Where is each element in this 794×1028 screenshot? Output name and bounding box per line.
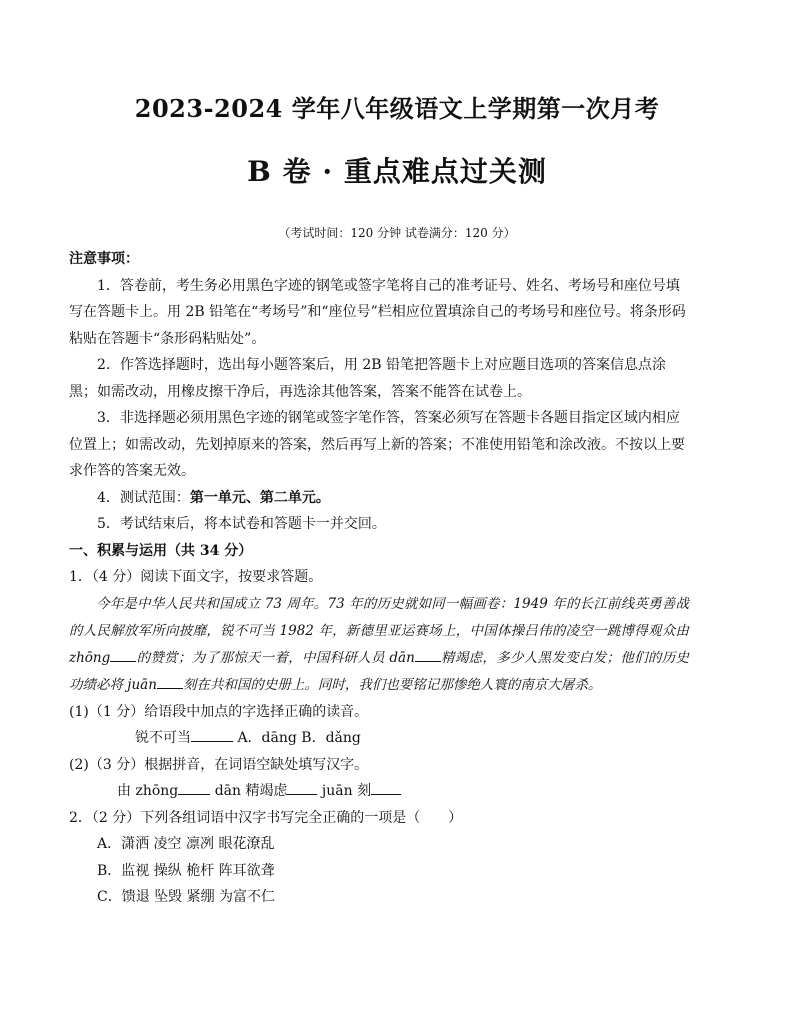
q2-option-b: B．监视 操纵 桅杆 阵耳欲聋 — [97, 862, 275, 879]
exam-meta: （考试时间：120 分钟 试卷满分：120 分） — [278, 226, 516, 240]
notice-heading: 注意事项： — [69, 251, 139, 267]
q1-sub1-choices: A．dāng B．dǎng — [233, 730, 361, 746]
q1-sub1-word: 锐不可当 — [135, 730, 191, 746]
answer-blank[interactable] — [178, 780, 210, 795]
answer-blank[interactable] — [415, 647, 441, 662]
notice-item-4-prefix: 4．测试范围： — [97, 489, 190, 506]
q1-sub2-word-2: dān 精竭虑 — [210, 783, 288, 799]
q1-stem: 1．（4 分）阅读下面文字，按要求答题。 — [69, 569, 323, 585]
q2-stem: 2．（2 分）下列各组词语中汉字书写完全正确的一项是（ ） — [69, 809, 463, 826]
notice-item-4-scope: 第一单元、第二单元。 — [189, 489, 330, 506]
exam-title: 2023-2024 学年八年级语文上学期第一次月考 — [134, 94, 660, 123]
q1-sub2-blanks — [69, 778, 689, 805]
q1-sub2-word-1: 由 zhōng — [117, 783, 179, 799]
q1-passage-part-d: 刻在共和国的史册上。同时，我们也要铭记那惨绝人寰的南京大屠杀。 — [182, 676, 602, 693]
q1-sub2-stem: (2)（3 分）根据拼音，在词语空缺处填写汉字。 — [69, 756, 369, 773]
q1-passage-part-b: 的赞赏；为了那惊天一着，中国科研人员 dān — [136, 649, 415, 666]
q2-option-a: A．潇洒 凌空 凛冽 眼花潦乱 — [97, 836, 275, 852]
q1-sub1-options — [69, 725, 689, 752]
answer-blank[interactable] — [110, 647, 136, 662]
answer-blank[interactable] — [191, 727, 233, 742]
q1-passage — [69, 591, 689, 699]
q2-option-c: C．馈退 坠毁 紧绷 为富不仁 — [97, 889, 276, 905]
document-body — [69, 246, 689, 911]
notice-item-3: 3．非选择题必须用黑色字迹的钢笔或签字笔作答，答案必须写在答题卡各题目指定区域内相应位置上；如需改动，先划掉原来的答案，然后再写上新的答案；不准使用铅笔和涂改液。不按以上要求作答的答案无效。 — [69, 410, 685, 479]
q1-passage-part-c: 精竭虑，多少人黑发变白发；他们的历史功绩必将 juān — [69, 649, 689, 693]
q1-sub1-stem: (1)（1 分）给语段中加点的字选择正确的读音。 — [69, 703, 369, 720]
answer-blank[interactable] — [157, 674, 183, 689]
notice-item-1: 1．答卷前，考生务必用黑色字迹的钢笔或签字笔将自己的准考证号、姓名、考场号和座位号填写在答题卡上。用 2B 铅笔在“考场号”和“座位号”栏相应位置填涂自己的考场号和座位号。将条形码粘贴在答题卡“条形码粘贴处”。 — [69, 277, 686, 347]
answer-blank[interactable] — [371, 780, 401, 795]
exam-subtitle: B 卷 · 重点难点过关测 — [247, 155, 547, 188]
answer-blank[interactable] — [287, 780, 317, 795]
q1-sub2-word-3: juān 刻 — [317, 783, 372, 799]
notice-item-5: 5．考试结束后，将本试卷和答题卡一并交回。 — [97, 516, 386, 532]
notice-item-2: 2．作答选择题时，选出每小题答案后，用 2B 铅笔把答题卡上对应题目选项的答案信息点涂黑；如需改动，用橡皮擦干净后，再选涂其他答案，答案不能答在试卷上。 — [69, 357, 667, 400]
section-heading: 一、积累与运用（共 34 分） — [69, 542, 253, 559]
q1-passage-part-a: 今年是中华人民共和国成立 73 周年。73 年的历史就如同一幅画卷：1949 年的长江前线英勇善战的人民解放军所向披靡，锐不可当 1982 年，新德里亚运赛场上，中国体操吕伟的凌空一跳博得观众由 zhōng — [69, 595, 689, 666]
notice-item-4 — [69, 485, 689, 512]
